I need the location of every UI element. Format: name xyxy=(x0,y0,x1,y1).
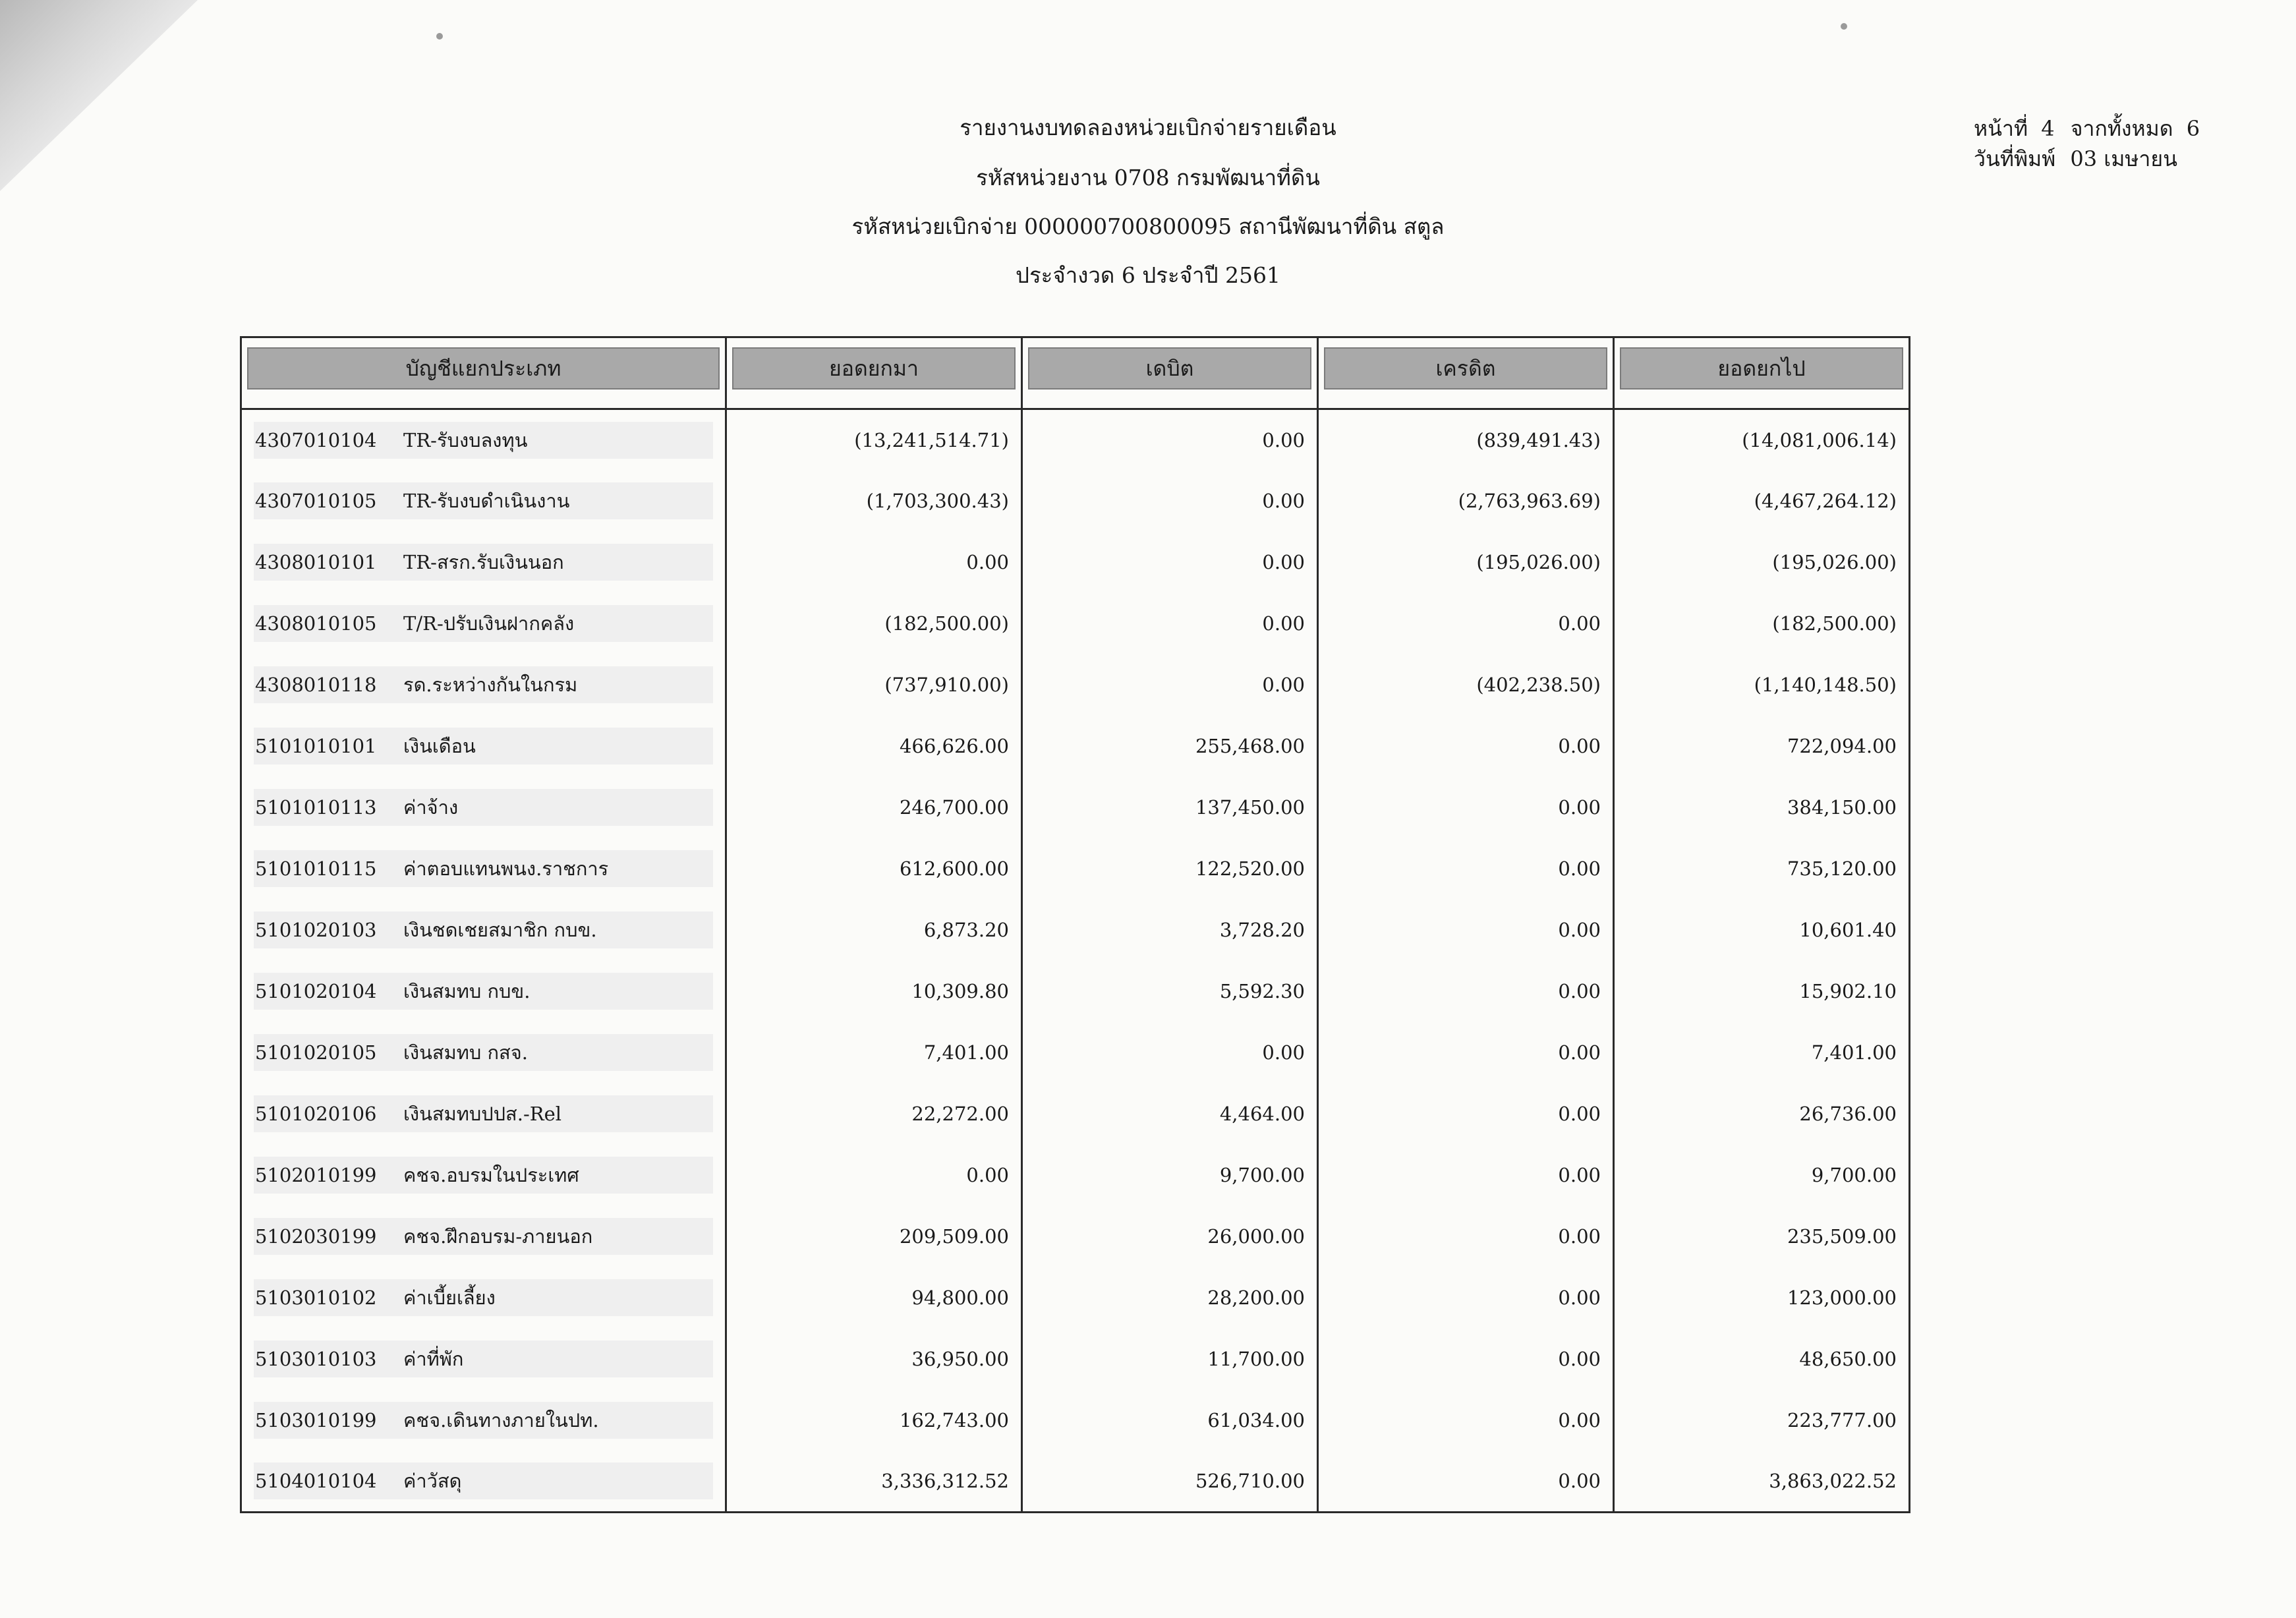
table-header-row xyxy=(241,337,1910,409)
debit-cell: 4,464.00 xyxy=(1022,1083,1318,1145)
table-row xyxy=(241,838,1910,900)
account-cell-content xyxy=(254,1157,713,1194)
debit-cell: 5,592.30 xyxy=(1022,961,1318,1022)
table-row xyxy=(241,1022,1910,1083)
account-cell xyxy=(241,1022,726,1083)
account-name: คชจ.เดินทางภายในปท. xyxy=(403,1409,599,1431)
account-code: 4308010118 xyxy=(255,674,377,696)
carried-forward-cell: 15,902.10 xyxy=(1614,961,1910,1022)
carried-forward-cell: 3,863,022.52 xyxy=(1614,1451,1910,1513)
total-label: จากทั้งหมด xyxy=(2070,116,2173,141)
account-cell-content xyxy=(254,1218,713,1255)
credit-cell: 0.00 xyxy=(1318,1022,1614,1083)
account-cell-content xyxy=(254,1034,713,1071)
credit-cell: (839,491.43) xyxy=(1318,409,1614,471)
carried-forward-cell: 48,650.00 xyxy=(1614,1329,1910,1390)
page-number: 4 xyxy=(2041,116,2055,141)
agency-line: รหัสหน่วยงาน 0708 กรมพัฒนาที่ดิน xyxy=(976,165,1320,190)
account-cell-content xyxy=(254,789,713,826)
table-row xyxy=(241,1390,1910,1451)
debit-cell: 9,700.00 xyxy=(1022,1145,1318,1206)
table-row xyxy=(241,900,1910,961)
account-name: TR-รับงบลงทุน xyxy=(403,428,528,451)
brought-forward-cell: 7,401.00 xyxy=(726,1022,1022,1083)
account-cell xyxy=(241,654,726,716)
brought-forward-cell: 94,800.00 xyxy=(726,1267,1022,1329)
brought-forward-cell: 0.00 xyxy=(726,1145,1022,1206)
trial-balance-table xyxy=(240,336,1910,1513)
table-row xyxy=(241,654,1910,716)
scan-speck xyxy=(436,33,443,40)
account-code: 5101010113 xyxy=(255,796,377,819)
account-code: 5101010101 xyxy=(255,735,377,757)
table-row xyxy=(241,471,1910,532)
account-cell-content xyxy=(254,482,713,519)
account-name: เงินสมทบ กบข. xyxy=(403,980,531,1002)
col-header-debit xyxy=(1022,337,1318,409)
carried-forward-cell: (182,500.00) xyxy=(1614,593,1910,654)
carried-forward-cell: (195,026.00) xyxy=(1614,532,1910,593)
account-name: เงินเดือน xyxy=(403,735,476,757)
account-code: 5101020106 xyxy=(255,1103,377,1125)
credit-cell: 0.00 xyxy=(1318,838,1614,900)
credit-cell: 0.00 xyxy=(1318,593,1614,654)
account-code: 5101020103 xyxy=(255,919,377,941)
carried-forward-cell: 7,401.00 xyxy=(1614,1022,1910,1083)
account-code: 5101020105 xyxy=(255,1041,377,1064)
account-cell xyxy=(241,409,726,471)
table-row xyxy=(241,1083,1910,1145)
period-line: ประจำงวด 6 ประจำปี 2561 xyxy=(1016,262,1280,288)
account-name: ค่าจ้าง xyxy=(403,796,459,819)
account-name: ค่าเบี้ยเลี้ยง xyxy=(403,1286,496,1309)
brought-forward-cell: 0.00 xyxy=(726,532,1022,593)
account-cell xyxy=(241,532,726,593)
col-header-carried-forward xyxy=(1614,337,1910,409)
account-name: คชจ.อบรมในประเทศ xyxy=(403,1164,579,1186)
account-cell xyxy=(241,1451,726,1513)
credit-cell: 0.00 xyxy=(1318,900,1614,961)
debit-cell: 0.00 xyxy=(1022,1022,1318,1083)
credit-cell: 0.00 xyxy=(1318,961,1614,1022)
account-cell xyxy=(241,838,726,900)
debit-cell: 137,450.00 xyxy=(1022,777,1318,838)
col-header-brought-forward xyxy=(726,337,1022,409)
carried-forward-cell: 223,777.00 xyxy=(1614,1390,1910,1451)
scan-speck xyxy=(1841,23,1847,30)
table-row xyxy=(241,1206,1910,1267)
table-row xyxy=(241,1145,1910,1206)
col-header-debit-label: เดบิต xyxy=(1028,347,1311,390)
credit-cell: 0.00 xyxy=(1318,1267,1614,1329)
account-cell xyxy=(241,900,726,961)
col-header-credit-label: เครดิต xyxy=(1324,347,1607,390)
account-name: TR-รับงบดำเนินงาน xyxy=(403,490,570,512)
brought-forward-cell: (182,500.00) xyxy=(726,593,1022,654)
print-date-line xyxy=(1974,144,2209,174)
brought-forward-cell: (1,703,300.43) xyxy=(726,471,1022,532)
account-name: T/R-ปรับเงินฝากคลัง xyxy=(403,612,575,635)
col-header-credit xyxy=(1318,337,1614,409)
brought-forward-cell: 10,309.80 xyxy=(726,961,1022,1022)
account-cell xyxy=(241,1267,726,1329)
account-name: เงินสมทบปปส.-Rel xyxy=(403,1103,562,1125)
brought-forward-cell: 36,950.00 xyxy=(726,1329,1022,1390)
col-header-account-label: บัญชีแยกประเภท xyxy=(247,347,720,390)
page-number-line xyxy=(1974,113,2209,144)
brought-forward-cell: 246,700.00 xyxy=(726,777,1022,838)
table-row xyxy=(241,961,1910,1022)
table-row xyxy=(241,409,1910,471)
account-name: เงินชดเชยสมาชิก กบข. xyxy=(403,919,597,941)
page-info xyxy=(1974,113,2209,174)
carried-forward-cell: (1,140,148.50) xyxy=(1614,654,1910,716)
print-date-label: วันที่พิมพ์ xyxy=(1974,146,2056,171)
debit-cell: 11,700.00 xyxy=(1022,1329,1318,1390)
debit-cell: 122,520.00 xyxy=(1022,838,1318,900)
account-name: เงินสมทบ กสจ. xyxy=(403,1041,528,1064)
account-cell xyxy=(241,1329,726,1390)
brought-forward-cell: (13,241,514.71) xyxy=(726,409,1022,471)
credit-cell: 0.00 xyxy=(1318,1451,1614,1513)
debit-cell: 61,034.00 xyxy=(1022,1390,1318,1451)
account-code: 5102010199 xyxy=(255,1164,377,1186)
account-cell xyxy=(241,1145,726,1206)
account-cell xyxy=(241,1390,726,1451)
account-name: ค่าตอบแทนพนง.ราชการ xyxy=(403,857,609,880)
brought-forward-cell: 3,336,312.52 xyxy=(726,1451,1022,1513)
debit-cell: 0.00 xyxy=(1022,532,1318,593)
table-row xyxy=(241,1329,1910,1390)
table-row xyxy=(241,777,1910,838)
account-cell-content xyxy=(254,850,713,887)
table-row xyxy=(241,593,1910,654)
brought-forward-cell: 612,600.00 xyxy=(726,838,1022,900)
account-code: 4307010104 xyxy=(255,428,377,451)
account-cell-content xyxy=(254,1095,713,1132)
page-label: หน้าที่ xyxy=(1974,116,2028,141)
account-code: 4308010105 xyxy=(255,612,377,635)
scan-shadow xyxy=(0,0,198,191)
carried-forward-cell: (14,081,006.14) xyxy=(1614,409,1910,471)
total-pages: 6 xyxy=(2186,116,2200,141)
account-code: 5102030199 xyxy=(255,1225,377,1248)
account-cell xyxy=(241,961,726,1022)
account-name: ค่าที่พัก xyxy=(403,1348,464,1370)
account-name: คชจ.ฝึกอบรม-ภายนอก xyxy=(403,1225,593,1248)
carried-forward-cell: 735,120.00 xyxy=(1614,838,1910,900)
debit-cell: 0.00 xyxy=(1022,593,1318,654)
print-date: 03 เมษายน xyxy=(2070,146,2177,171)
table-row xyxy=(241,1267,1910,1329)
account-cell-content xyxy=(254,1279,713,1316)
account-code: 5103010199 xyxy=(255,1409,377,1431)
credit-cell: 0.00 xyxy=(1318,1329,1614,1390)
credit-cell: 0.00 xyxy=(1318,716,1614,777)
report-title: รายงานงบทดลองหน่วยเบิกจ่ายรายเดือน xyxy=(960,115,1336,140)
carried-forward-cell: 10,601.40 xyxy=(1614,900,1910,961)
brought-forward-cell: 22,272.00 xyxy=(726,1083,1022,1145)
debit-cell: 3,728.20 xyxy=(1022,900,1318,961)
credit-cell: (2,763,963.69) xyxy=(1318,471,1614,532)
account-name: รด.ระหว่างกันในกรม xyxy=(403,674,578,696)
account-cell-content xyxy=(254,1402,713,1439)
carried-forward-cell: 722,094.00 xyxy=(1614,716,1910,777)
account-code: 5104010104 xyxy=(255,1470,377,1493)
carried-forward-cell: 235,509.00 xyxy=(1614,1206,1910,1267)
table-row xyxy=(241,716,1910,777)
account-code: 5103010102 xyxy=(255,1286,377,1309)
account-code: 5103010103 xyxy=(255,1348,377,1370)
debit-cell: 526,710.00 xyxy=(1022,1451,1318,1513)
credit-cell: 0.00 xyxy=(1318,1145,1614,1206)
account-cell-content xyxy=(254,728,713,765)
table-row xyxy=(241,1451,1910,1513)
carried-forward-cell: 9,700.00 xyxy=(1614,1145,1910,1206)
account-cell xyxy=(241,716,726,777)
account-cell-content xyxy=(254,1341,713,1377)
credit-cell: (402,238.50) xyxy=(1318,654,1614,716)
credit-cell: 0.00 xyxy=(1318,1206,1614,1267)
brought-forward-cell: 6,873.20 xyxy=(726,900,1022,961)
account-code: 5101020104 xyxy=(255,980,377,1002)
carried-forward-cell: 123,000.00 xyxy=(1614,1267,1910,1329)
col-header-account xyxy=(241,337,726,409)
brought-forward-cell: (737,910.00) xyxy=(726,654,1022,716)
debit-cell: 28,200.00 xyxy=(1022,1267,1318,1329)
credit-cell: (195,026.00) xyxy=(1318,532,1614,593)
credit-cell: 0.00 xyxy=(1318,1083,1614,1145)
account-cell-content xyxy=(254,911,713,948)
credit-cell: 0.00 xyxy=(1318,1390,1614,1451)
account-cell-content xyxy=(254,605,713,642)
account-name: ค่าวัสดุ xyxy=(403,1470,462,1493)
account-cell-content xyxy=(254,666,713,703)
account-cell xyxy=(241,471,726,532)
col-header-brought-forward-label: ยอดยกมา xyxy=(732,347,1016,390)
debit-cell: 0.00 xyxy=(1022,409,1318,471)
account-code: 4307010105 xyxy=(255,490,377,512)
table-row xyxy=(241,532,1910,593)
account-cell-content xyxy=(254,544,713,581)
account-cell-content xyxy=(254,1462,713,1499)
credit-cell: 0.00 xyxy=(1318,777,1614,838)
account-cell xyxy=(241,777,726,838)
debit-cell: 0.00 xyxy=(1022,654,1318,716)
account-cell-content xyxy=(254,422,713,459)
account-code: 5101010115 xyxy=(255,857,377,880)
debit-cell: 255,468.00 xyxy=(1022,716,1318,777)
col-header-carried-forward-label: ยอดยกไป xyxy=(1620,347,1903,390)
account-cell xyxy=(241,593,726,654)
carried-forward-cell: (4,467,264.12) xyxy=(1614,471,1910,532)
brought-forward-cell: 209,509.00 xyxy=(726,1206,1022,1267)
account-cell xyxy=(241,1083,726,1145)
carried-forward-cell: 26,736.00 xyxy=(1614,1083,1910,1145)
carried-forward-cell: 384,150.00 xyxy=(1614,777,1910,838)
brought-forward-cell: 162,743.00 xyxy=(726,1390,1022,1451)
disbursement-unit-line: รหัสหน่วยเบิกจ่าย 000000700800095 สถานีพัฒนาที่ดิน สตูล xyxy=(851,214,1445,239)
account-name: TR-สรก.รับเงินนอก xyxy=(403,551,564,573)
account-cell-content xyxy=(254,973,713,1010)
debit-cell: 0.00 xyxy=(1022,471,1318,532)
debit-cell: 26,000.00 xyxy=(1022,1206,1318,1267)
account-code: 4308010101 xyxy=(255,551,377,573)
brought-forward-cell: 466,626.00 xyxy=(726,716,1022,777)
account-cell xyxy=(241,1206,726,1267)
